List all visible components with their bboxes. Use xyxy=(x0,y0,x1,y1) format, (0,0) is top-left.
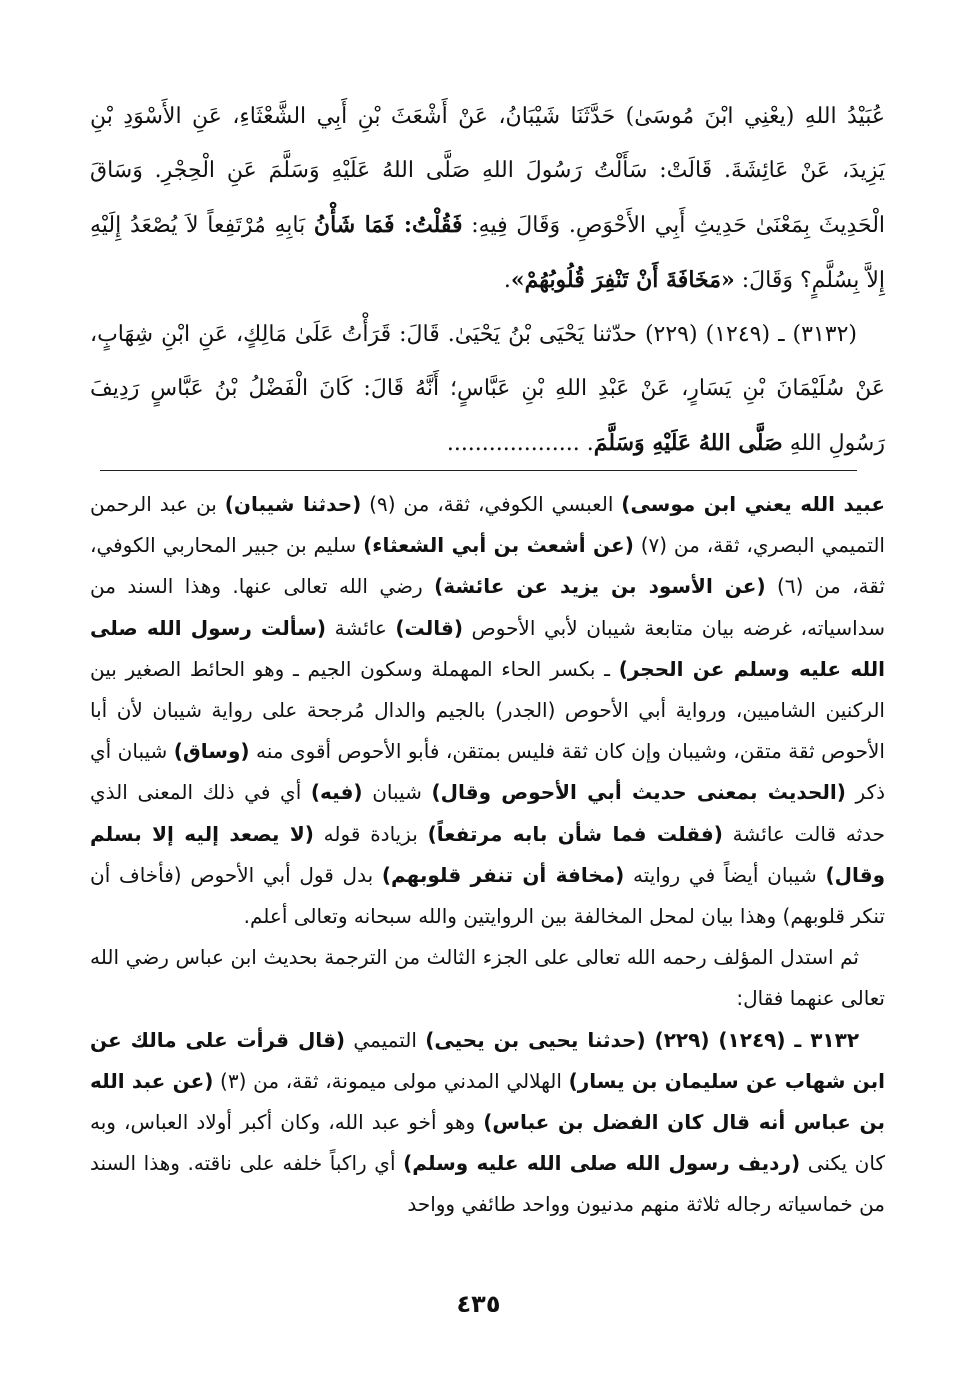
commentary-quoted-text: (لا يصعد إليه إلا بسلم وقال) xyxy=(90,821,885,887)
hadith-text-bold: صَلَّى اللهُ عَلَيْهِ وَسَلَّمَ xyxy=(593,430,783,456)
hadith-paragraph-3131-continuation xyxy=(90,90,885,308)
commentary-text: العبسي الكوفي، ثقة، من (٩) xyxy=(361,492,622,516)
commentary-text: شيبان أيضاً في روايته xyxy=(624,862,826,887)
commentary-paragraph-2: ثم استدل المؤلف رحمه الله تعالى على الجزء الثالث من الترجمة بحديث ابن عباس رضي الله تعالى عنهما فقال: xyxy=(90,945,885,1011)
commentary-quoted-text: (قالت) xyxy=(395,615,463,640)
commentary-text: بدل قول أبي الأحوص (فأخاف أن تنكر قلوبهم) وهذا بيان لمحل المخالفة بين الروايتين والله سبحانه وتعالى أعلم. xyxy=(90,862,885,929)
commentary-text: شيبان أي ذكر xyxy=(90,739,885,805)
commentary-quoted-text: (مخافة أن تنفر قلوبهم) xyxy=(381,862,625,887)
commentary-text: شيبان xyxy=(362,780,432,805)
commentary-text: الهلالي المدني مولى ميمونة، ثقة، من (٣) xyxy=(213,1068,569,1093)
hadith-text-segment: . xyxy=(579,431,594,456)
commentary-paragraph-1 xyxy=(90,484,885,937)
hadith-text-segment: عُبَيْدُ اللهِ (يعْنِي ابْنَ مُوسَىٰ) حَدَّثَنَا شَيْبَانُ، عَنْ أَشْعَثَ بْنِ أَبِي الشَّعْثَاءِ، عَنِ الأَسْوَدِ بْنِ يَزِيدَ، عَنْ عَائِشَةَ. قَالَتْ: سَأَلْتُ رَسُولَ اللهِ صَلَّى اللهُ عَلَيْهِ وَسَلَّمَ عَنِ الْحِجْرِ. وَسَاقَ الْحَدِيثَ بِمَعْنَىٰ حَدِيثِ أَبِي الأَحْوَصِ. وَقَالَ فِيهِ: xyxy=(90,104,886,238)
hadith-text-bold: فَقُلْتُ: فَمَا شَأْنُ xyxy=(313,212,463,238)
commentary-quoted-text: عبيد الله يعني ابن موسى) xyxy=(621,492,885,516)
commentary-quoted-text: (فيه) xyxy=(310,780,363,805)
commentary-text: ـ بكسر الحاء المهملة وسكون الجيم ـ وهو الحائط الصغير بين الركنين الشاميين، ورواية أبي الأحوص (الجدر) بالجيم والدال مُرجحة على رواية شيبان لأن أبا الأحوص ثقة متقن، وشيبان وإن كان ثقة فليس بمتقن، فأبو الأحوص أقوى منه xyxy=(90,656,885,764)
page-number: ٤٣٥ xyxy=(456,1290,501,1318)
commentary-quoted-text: (الحديث بمعنى حديث أبي الأحوص وقال) xyxy=(431,780,846,805)
commentary-quoted-text: (رديف رسول الله صلى الله عليه وسلم) xyxy=(403,1151,801,1176)
hadith-paragraph-3132 xyxy=(90,308,885,471)
commentary-text: وهو أخو عبد الله، وكان أكبر أولاد العباس، وبه كان يكنى xyxy=(90,1110,885,1176)
commentary-quoted-text: (سألت رسول الله صلى الله عليه وسلم عن الحجر) xyxy=(90,615,886,681)
hadith-text xyxy=(90,90,885,471)
commentary-text: بن عبد الرحمن التميمي البصري، ثقة، من (٧) xyxy=(90,492,885,558)
commentary-quoted-text: (عن عبد الله بن عباس أنه قال كان الفضل بن عباس) xyxy=(90,1068,885,1135)
commentary-quoted-text: (وساق) xyxy=(173,739,250,764)
hadith-quote-bold: «مَخَافَةَ أَنْ تَنْفِرَ قُلُوبُهُمْ» xyxy=(510,267,735,293)
commentary-text: رضي الله تعالى عنها. وهذا السند من سداسياته، غرضه بيان متابعة شيبان لأبي الأحوص xyxy=(90,574,885,640)
commentary-paragraph-3 xyxy=(90,1020,885,1226)
ellipsis-dots: ................... xyxy=(446,431,580,456)
section-divider xyxy=(100,470,857,471)
commentary xyxy=(90,484,885,1226)
commentary-quoted-text: (حدثنا شيبان) xyxy=(224,492,362,516)
commentary-quoted-text: (فقلت فما شأن بابه مرتفعاً) xyxy=(427,821,723,846)
commentary-text: سليم بن جبير المحاربي الكوفي، ثقة، من (٦) xyxy=(90,533,885,599)
commentary-text: عائشة xyxy=(326,615,396,640)
commentary-quoted-text: (قال قرأت على مالك عن ابن شهاب عن سليمان بن يسار) xyxy=(90,1027,886,1093)
commentary-text: أي في ذلك المعنى الذي حدثه قالت عائشة xyxy=(90,780,885,846)
hadith-text-segment: . xyxy=(503,268,511,293)
commentary-quoted-text: ٣١٣٢ ـ (١٢٤٩) (٢٢٩) (حدثنا يحيى بن يحيى) xyxy=(425,1027,860,1052)
commentary-quoted-text: (عن أشعث بن أبي الشعثاء) xyxy=(363,533,634,558)
commentary-quoted-text: (عن الأسود بن يزيد عن عائشة) xyxy=(434,574,766,599)
commentary-text: التميمي xyxy=(345,1027,426,1052)
hadith-text-segment: بَابِهِ مُرْتَفِعاً لاَ يُصْعَدُ إِلَيْهِ إِلاَّ بِسُلَّمٍ؟ وَقَالَ: xyxy=(90,213,885,293)
commentary-text: بزيادة قوله xyxy=(313,821,428,846)
commentary-text: أي راكباً خلفه على ناقته. وهذا السند من خماسياته رجاله ثلاثة منهم مدنيون وواحد طائفي وواحد xyxy=(90,1151,885,1217)
hadith-text-segment: (٣١٣٢) ـ (١٢٤٩) (٢٢٩) حدّثنا يَحْيَى بْنُ يَحْيَىٰ. قَالَ: قَرَأْتُ عَلَىٰ مَالِكٍ، عَنِ ابْنِ شِهَابٍ، عَنْ سُلَيْمَانَ بْنِ يَسَارٍ، عَنْ عَبْدِ اللهِ بْنِ عَبَّاسٍ؛ أَنَّهُ قَالَ: كَانَ الْفَضْلُ بْنُ عَبَّاسٍ رَدِيفَ رَسُولِ اللهِ xyxy=(90,322,885,456)
